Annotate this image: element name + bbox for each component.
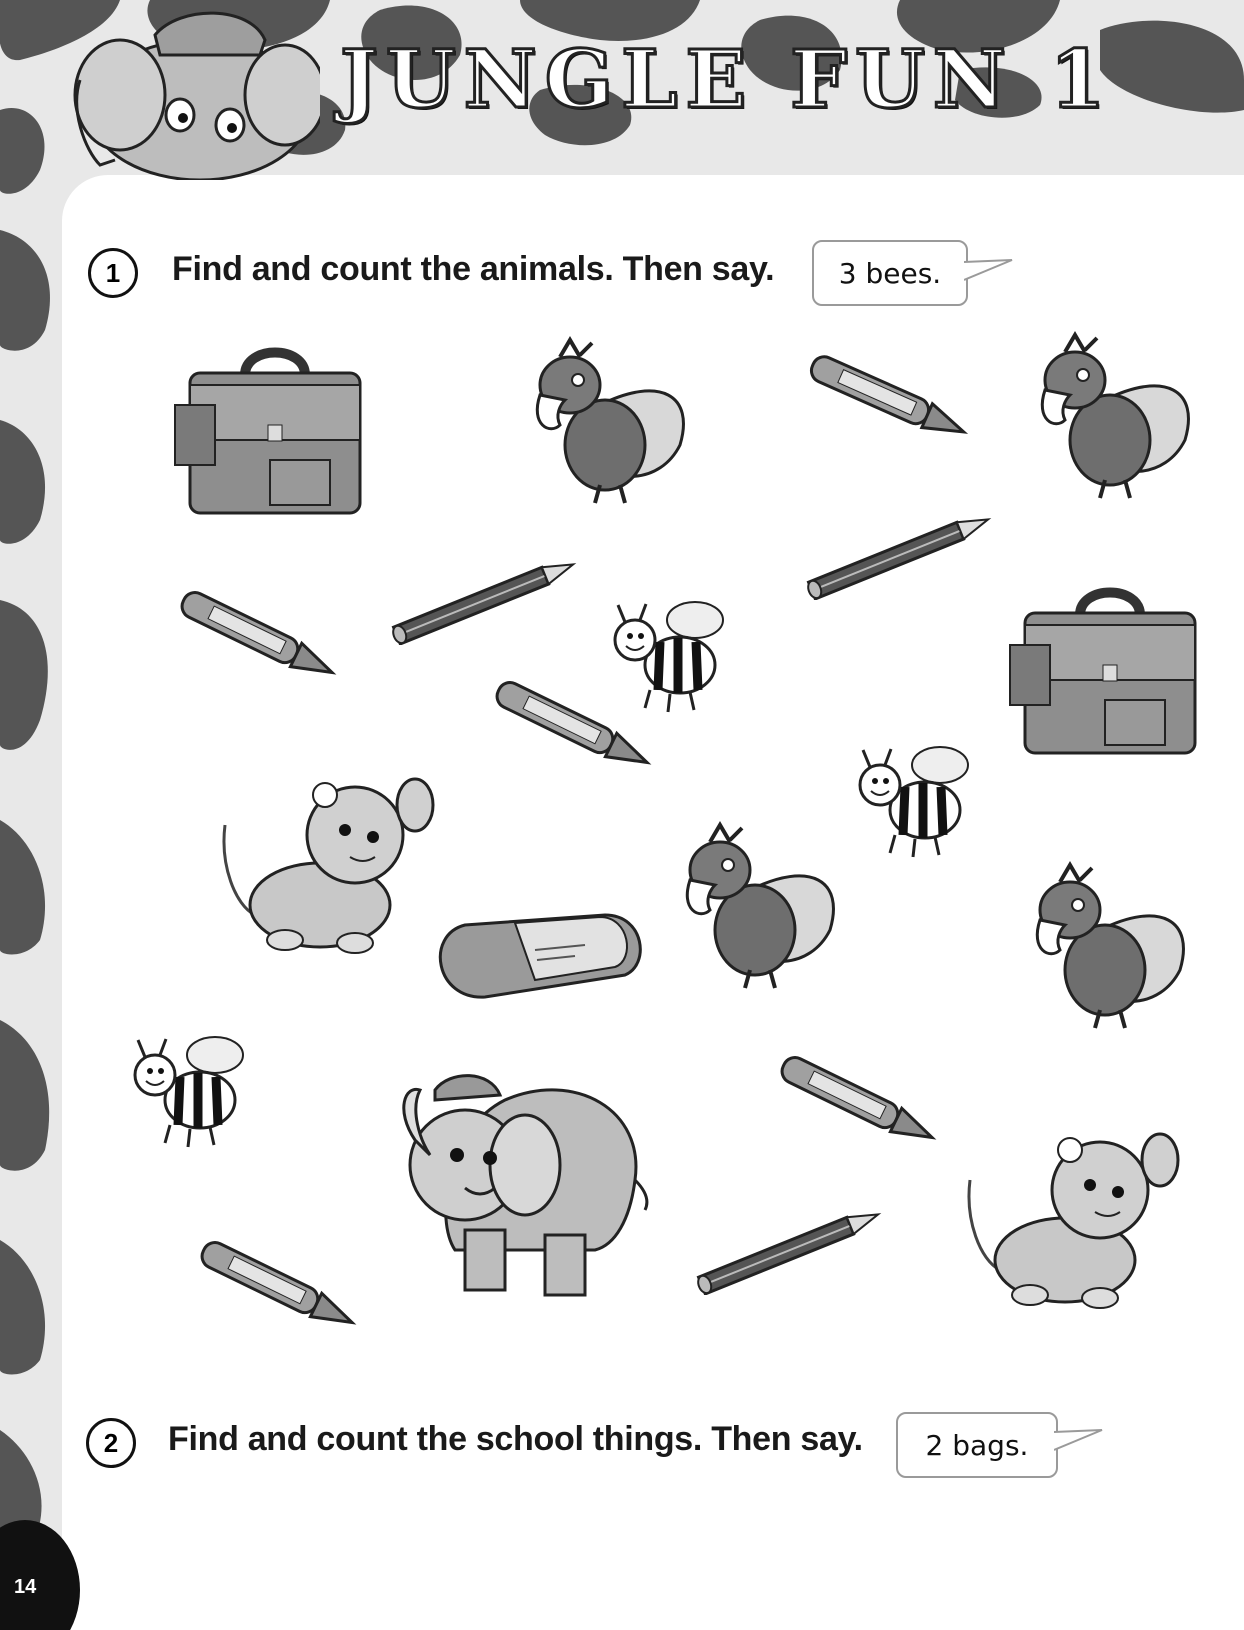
pencil-icon [385, 555, 585, 645]
eraser-icon [425, 905, 655, 1005]
exercise-2-number: 2 [86, 1418, 136, 1468]
crayon-icon [190, 1240, 365, 1335]
parrot-icon [530, 335, 695, 505]
exercise-1-example-bubble: 3 bees. [812, 240, 968, 306]
exercise-1-number: 1 [88, 248, 138, 298]
page-number: 14 [14, 1576, 37, 1598]
speech-tail-icon [964, 258, 1014, 288]
bee-icon [130, 1025, 270, 1155]
speech-tail-icon [1054, 1428, 1104, 1458]
school-bag-icon [170, 345, 380, 520]
elephant-mascot-icon [60, 0, 320, 180]
parrot-icon [1035, 330, 1200, 500]
lion-cub-icon [215, 765, 440, 955]
bee-icon [855, 735, 995, 865]
exercise-1-instruction: Find and count the animals. Then say. [172, 250, 775, 288]
pencil-icon [800, 510, 1000, 600]
crayon-icon [770, 1055, 945, 1150]
parrot-icon [1030, 860, 1195, 1030]
pencil-icon [690, 1205, 890, 1295]
exercise-2-example-bubble: 2 bags. [896, 1412, 1058, 1478]
crayon-icon [485, 680, 660, 775]
parrot-icon [680, 820, 845, 990]
school-bag-icon [1005, 585, 1215, 760]
lion-cub-icon [960, 1120, 1185, 1310]
crayon-icon [170, 590, 345, 685]
page-title: JUNGLE FUN 1 [340, 32, 1114, 126]
crayon-icon [800, 355, 975, 445]
elephant-icon [395, 1070, 655, 1305]
exercise-2-instruction: Find and count the school things. Then say. [168, 1420, 863, 1458]
